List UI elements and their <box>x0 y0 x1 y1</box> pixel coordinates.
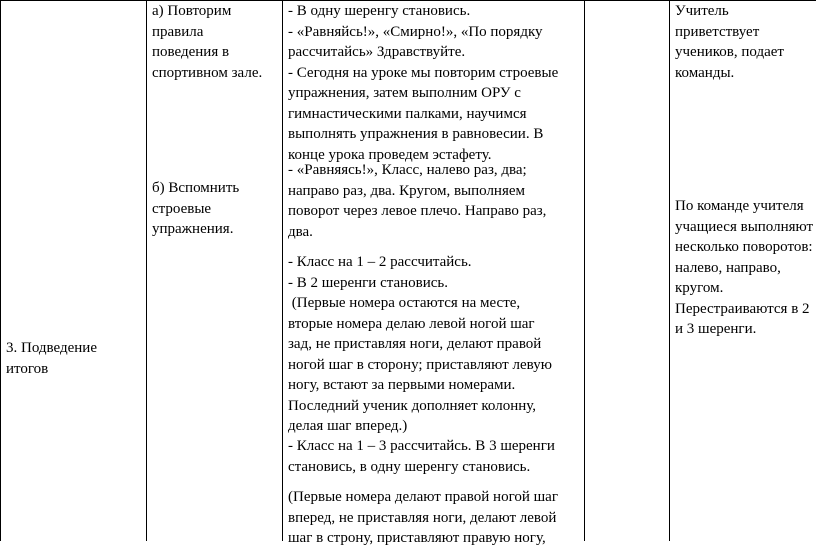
speech-line: (Первые номера делают правой ногой шаг <box>288 489 558 505</box>
speech-block-4 <box>288 436 582 477</box>
task-line: спортивном зале. <box>152 64 263 81</box>
activity-block-2 <box>675 196 816 340</box>
speech-line: - «Равняйсь!», «Смирно!», «По порядку <box>288 23 543 40</box>
speech-line: два. <box>288 223 313 240</box>
speech-line: Последний ученик дополняет колонну, <box>288 397 537 414</box>
activity-line: По команде учителя <box>675 198 804 214</box>
speech-line: упражнения, затем выполним ОРУ с <box>288 85 521 101</box>
speech-line: шаг в строну, приставляют правую ногу, <box>288 530 546 546</box>
speech-line: - Класс на 1 – 3 рассчитайсь. В 3 шеренги <box>288 438 555 454</box>
speech-line: - Сегодня на уроке мы повторим строевые <box>288 64 559 81</box>
speech-block-5 <box>288 487 582 549</box>
column-divider <box>282 0 283 541</box>
speech-block-2 <box>288 160 582 242</box>
task-line: б) Вспомнить <box>152 180 240 196</box>
activity-line: учащиеся выполняют <box>675 218 814 235</box>
stage-label: итогов <box>6 360 49 377</box>
activity-line: и 3 шеренги. <box>675 321 757 337</box>
activity-line: команды. <box>675 64 735 81</box>
activity-line: Перестраиваются в 2 <box>675 300 810 317</box>
speech-line: - «Равняясь!», Класс, налево раз, два; <box>288 162 527 178</box>
speech-line: поворот через левое плечо. Направо раз, <box>288 203 547 219</box>
speech-line: ногу, встают за первыми номерами. <box>288 377 516 393</box>
task-line: поведения в <box>152 44 230 60</box>
speech-line: рассчитайсь» Здравствуйте. <box>288 44 466 60</box>
speech-line: становись, в одну шеренгу становись. <box>288 458 531 475</box>
task-line: строевые <box>152 200 212 217</box>
speech-line: гимнастическими палками, научимся <box>288 105 527 122</box>
activity-line: кругом. <box>675 280 724 296</box>
speech-line: (Первые номера остаются на месте, <box>288 295 521 311</box>
stage-label: 3. Подведение <box>6 340 97 356</box>
task-a <box>152 1 280 83</box>
activity-line: Учитель <box>675 3 729 19</box>
speech-block-1 <box>288 1 582 165</box>
speech-line: вторые номера делаю левой ногой шаг <box>288 315 535 332</box>
speech-line: вперед, не приставляя ноги, делают левой <box>288 509 557 526</box>
activity-line: учеников, подает <box>675 44 784 60</box>
activity-line: приветствует <box>675 23 760 40</box>
speech-line: - В 2 шеренги становись. <box>288 274 449 291</box>
column-divider <box>584 0 585 541</box>
speech-line: конце урока проведем эстафету. <box>288 146 492 163</box>
speech-line: направо раз, два. Кругом, выполняем <box>288 182 526 199</box>
task-line: упражнения. <box>152 221 234 237</box>
speech-line: - В одну шеренгу становись. <box>288 3 471 19</box>
task-line: правила <box>152 23 204 40</box>
speech-line: выполнять упражнения в равновесии. В <box>288 126 544 142</box>
speech-line: зад, не приставляя ноги, делают правой <box>288 336 542 352</box>
table-left-border <box>0 0 1 541</box>
speech-line: - Класс на 1 – 2 рассчитайсь. <box>288 254 472 270</box>
speech-line: ногой шаг в сторону; приставляют левую <box>288 356 552 373</box>
column-divider <box>146 0 147 541</box>
activity-line: налево, направо, <box>675 259 781 276</box>
column-divider <box>669 0 670 541</box>
activity-line: несколько поворотов: <box>675 239 813 255</box>
task-line: а) Повторим <box>152 3 232 19</box>
speech-block-3 <box>288 252 582 437</box>
stage-cell <box>6 338 144 379</box>
task-b <box>152 178 280 240</box>
activity-block-1 <box>675 1 816 83</box>
speech-line: делая шаг вперед.) <box>288 418 408 434</box>
